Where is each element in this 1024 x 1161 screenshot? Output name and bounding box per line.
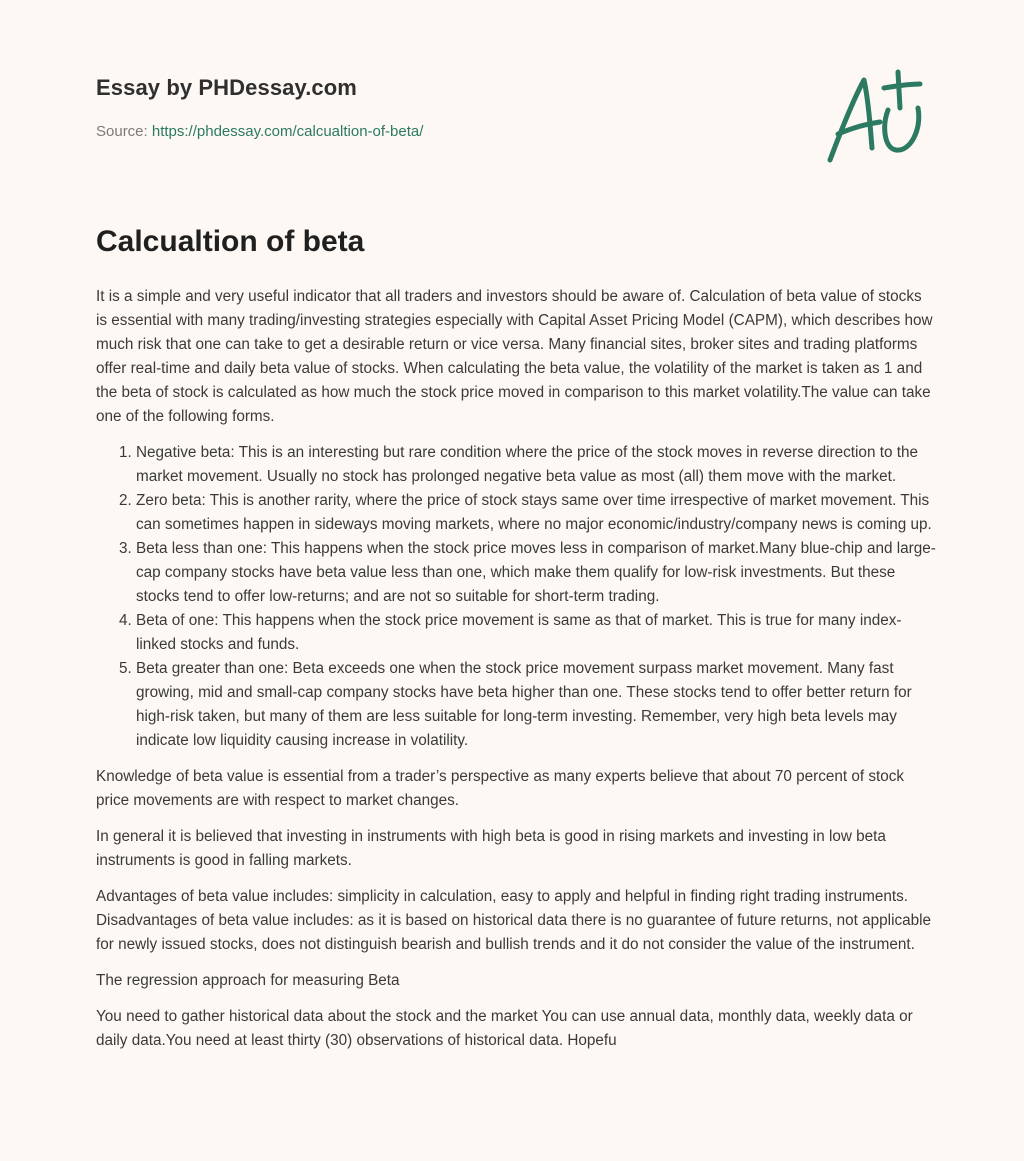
paragraph: You need to gather historical data about the stock and the market You can use annual data, monthly data, weekly data or daily data.You need at least thirty (30) observations of historical data. Hopefu <box>96 1008 913 1049</box>
intro-paragraph: It is a simple and very useful indicator that all traders and investors should be aware of. Calculation of beta value of stocks is essential with many trading/investing strategies especially with Capital Asset Pricing Model (CAPM), which describes how much risk that one can take to get a desirable return or vice versa. Many financial sites, broker sites and trading platforms offer real-time and daily beta value of stocks. When calculating the beta value, the volatility of the market is taken as 1 and the beta of stock is calculated as how much the stock price moved in comparison to this market volatility.The value can take one of the following forms. <box>96 288 933 425</box>
list-item: 5. Beta greater than one: Beta exceeds one when the stock price movement surpass market movement. Many fast growing, mid and small-cap company stocks have beta higher than one. These stocks tend to offer better return for high-risk taken, but many of them are less suitable for long-term investing. Remember, very high beta levels may indicate low liquidity causing increase in volatility. <box>136 657 936 753</box>
a-plus-logo-icon <box>822 68 928 166</box>
subheading-paragraph: The regression approach for measuring Beta <box>96 972 400 989</box>
list-item: 3. Beta less than one: This happens when the stock price moves less in comparison of market.Many blue-chip and large-cap company stocks have beta value less than one, which make them qualify for low-risk investments. But these stocks tend to offer low-returns; and are not so suitable for short-term trading. <box>136 537 936 609</box>
article-title: Calcualtion of beta <box>96 225 365 258</box>
list-item: 1. Negative beta: This is an interesting but rare condition where the price of the stock moves in reverse direction to the market movement. Usually no stock has prolonged negative beta value as most (all) them move with the market. <box>136 441 936 489</box>
brand-title: Essay by PHDessay.com <box>96 75 357 100</box>
paragraph: In general it is believed that investing in instruments with high beta is good in rising markets and investing in low beta instruments is good in falling markets. <box>96 828 886 869</box>
list-item: 4. Beta of one: This happens when the stock price movement is same as that of market. This is true for many index-linked stocks and funds. <box>136 609 936 657</box>
paragraph: Advantages of beta value includes: simplicity in calculation, easy to apply and helpful in finding right trading instruments. Disadvantages of beta value includes: as it is based on historical data there is no guarantee of future returns, not applicable for newly issued stocks, does not distinguish bearish and bullish trends and it do not consider the value of the instrument. <box>96 888 932 953</box>
source-line <box>96 123 423 140</box>
beta-forms-list <box>96 441 936 753</box>
list-item: 2. Zero beta: This is another rarity, where the price of stock stays same over time irrespective of market movement. This can sometimes happen in sideways moving markets, where no major economic/industry/company news is coming up. <box>136 489 936 537</box>
source-link[interactable]: https://phdessay.com/calcualtion-of-beta/ <box>151 123 424 140</box>
article-body <box>96 285 936 1065</box>
source-label: Source: <box>96 123 152 140</box>
paragraph: Knowledge of beta value is essential from a trader’s perspective as many experts believe that about 70 percent of stock price movements are with respect to market changes. <box>96 768 905 809</box>
